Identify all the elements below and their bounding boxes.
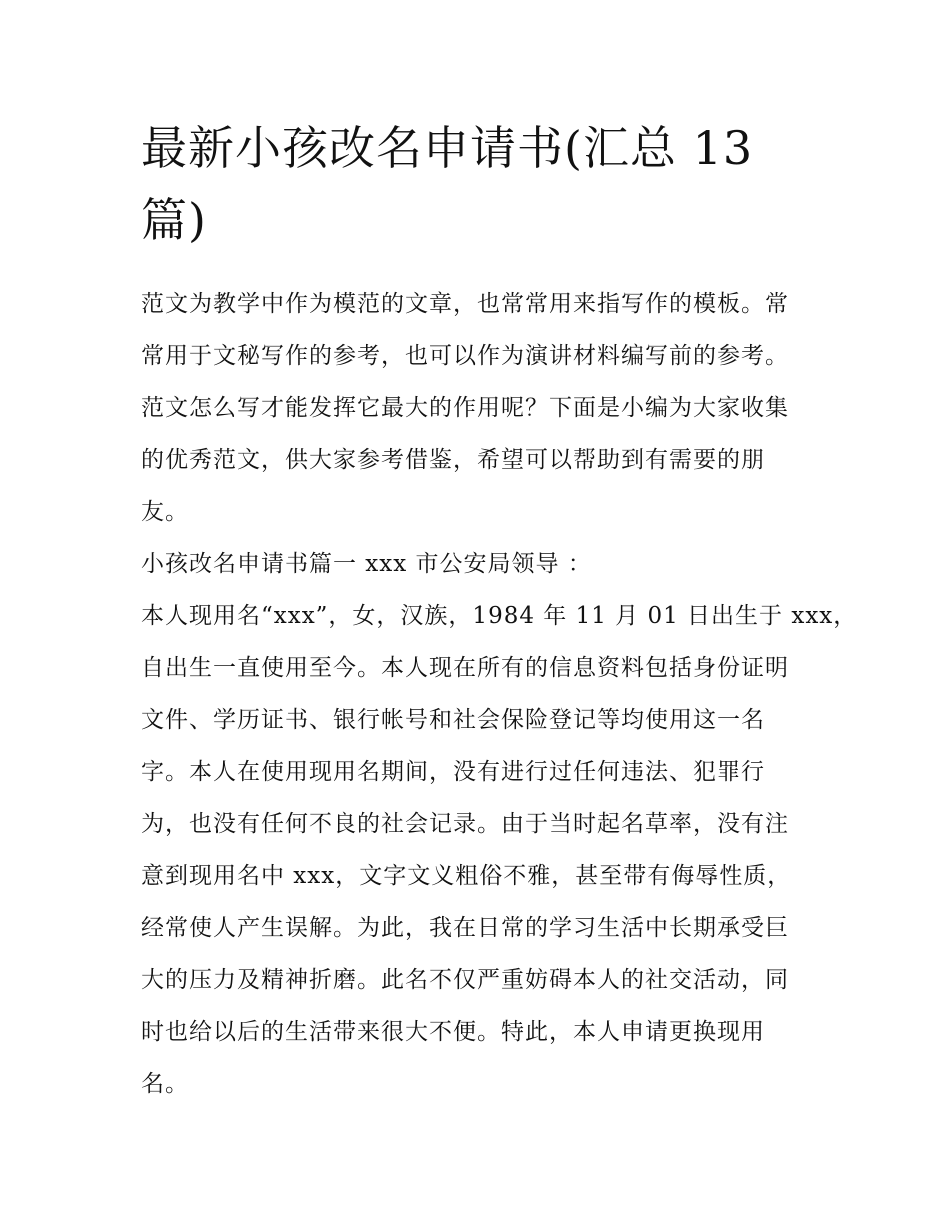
document-title (141, 112, 813, 256)
body-line: 名。 (141, 1071, 189, 1097)
document-body (141, 278, 858, 1110)
section-heading-line (141, 538, 813, 590)
body-line: 大的压力及精神折磨。此名不仅严重妨碍本人的社交活动，同 (141, 967, 789, 993)
intro-paragraph (141, 278, 813, 538)
heading-line: 小孩改名申请书篇一 xxx 市公安局领导 ： (141, 551, 592, 577)
body-line: 文件、学历证书、银行帐号和社会保险登记等均使用这一名 (141, 707, 765, 733)
letter-body-paragraph (141, 590, 858, 1110)
body-line: 为，也没有任何不良的社会记录。由于当时起名草率，没有注 (141, 811, 789, 837)
title-line-2: 篇) (141, 193, 207, 247)
body-line: 意到现用名中 xxx，文字文义粗俗不雅，甚至带有侮辱性质， (141, 863, 792, 889)
intro-line: 常用于文秘写作的参考，也可以作为演讲材料编写前的参考。 (141, 343, 789, 369)
intro-line: 范文怎么写才能发挥它最大的作用呢？下面是小编为大家收集 (141, 395, 789, 421)
body-line: 本人现用名“xxx”，女，汉族，1984 年 11 月 01 日出生于 xxx， (141, 603, 858, 629)
document-page (141, 112, 858, 1110)
intro-line: 的优秀范文，供大家参考借鉴，希望可以帮助到有需要的朋 (141, 447, 765, 473)
body-line: 字。本人在使用现用名期间，没有进行过任何违法、犯罪行 (141, 759, 765, 785)
body-line: 经常使人产生误解。为此，我在日常的学习生活中长期承受巨 (141, 915, 789, 941)
intro-line: 范文为教学中作为模范的文章，也常常用来指写作的模板。常 (141, 291, 789, 317)
title-line-1: 最新小孩改名申请书(汇总 13 (141, 121, 754, 175)
intro-line: 友。 (141, 499, 189, 525)
body-line: 自出生一直使用至今。本人现在所有的信息资料包括身份证明 (141, 655, 789, 681)
body-line: 时也给以后的生活带来很大不便。特此，本人申请更换现用 (141, 1019, 765, 1045)
